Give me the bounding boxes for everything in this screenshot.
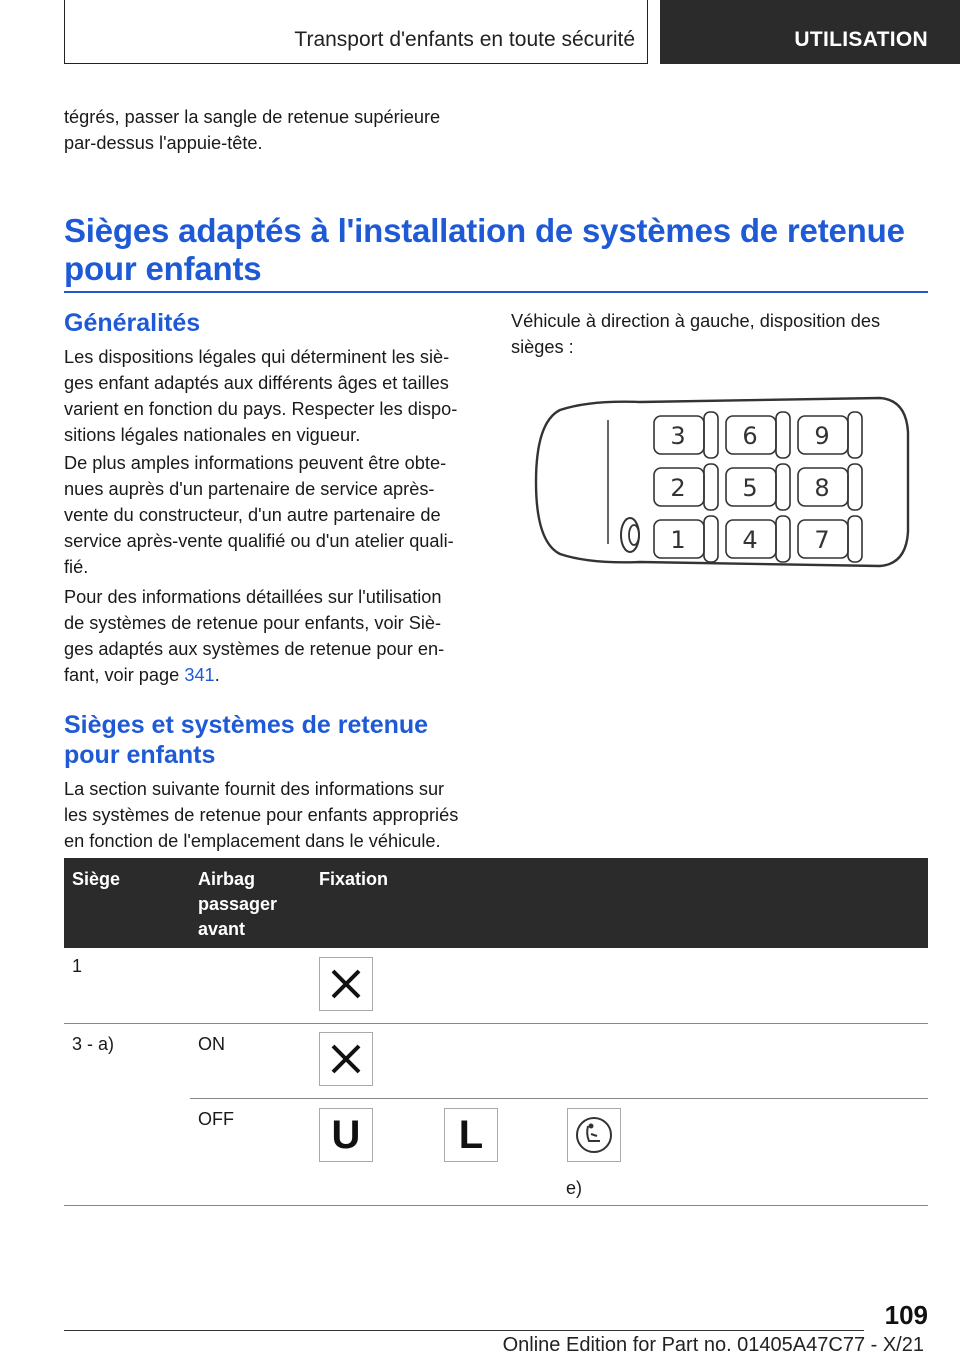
seat-6-back [776,412,790,458]
column-header-seat: Siège [72,869,121,889]
main-title [64,212,924,288]
steering-wheel-hub [629,525,639,545]
header-line: avant [198,919,246,939]
seat-8-back [848,464,862,510]
table-row-divider [64,1023,928,1024]
seat-2-back [704,464,718,510]
header-line: Airbag [198,869,256,889]
row3-airbag: OFF [198,1109,234,1129]
sieges-paragraph [64,776,484,854]
cross-icon [329,967,363,1001]
text-line: service après-vente qualifié ou d'un atelier quali- [64,531,454,551]
text-line: ges adaptés aux systèmes de retenue pour en- [64,639,445,659]
generalites-paragraph-3 [64,584,484,688]
main-title-line: pour enfants [64,250,262,287]
text-line: les systèmes de retenue pour enfants appropriés [64,805,459,825]
caption-line: sièges : [511,337,574,357]
seat-label: 2 [670,474,686,502]
text-line: Les dispositions légales qui déterminent les siè- [64,347,450,367]
text-line: fié. [64,557,89,577]
generalites-paragraph-1 [64,344,484,448]
table-bottom-line [64,1205,928,1206]
text-line: de systèmes de retenue pour enfants, voir Siè- [64,613,442,633]
seat-label: 5 [742,474,758,502]
text-fragment: fant, voir page [64,665,185,685]
intro-line: tégrés, passer la sangle de retenue supérieure [64,107,441,127]
header-section-title: Transport d'enfants en toute sécurité [294,28,635,51]
header-chapter-box [660,0,960,64]
seat-label: 6 [742,422,758,450]
text-fragment: . [214,665,220,685]
text-line: De plus amples informations peuvent être obte- [64,453,447,473]
isofix-seat-icon [573,1114,615,1156]
row2-seat: 3 - a) [72,1034,115,1054]
seat-label: 3 [670,422,686,450]
intro-line: par-dessus l'appuie-tête. [64,133,263,153]
not-permitted-icon [319,957,373,1011]
table-subrow-divider [190,1098,928,1099]
seat-1-back [704,516,718,562]
sieges-heading-line: Sièges et systèmes de retenue [64,711,429,739]
caption-line: Véhicule à direction à gauche, disposition des [511,311,881,331]
sieges-heading-line: pour enfants [64,741,216,769]
text-line: Pour des informations détaillées sur l'utilisation [64,587,442,607]
text-line: sitions légales nationales en vigueur. [64,425,361,445]
header-section-box [64,0,648,64]
seat-label: 1 [670,526,686,554]
sieges-heading [64,710,484,770]
vehicle-seating-diagram [530,392,912,572]
intro-paragraph [64,104,484,156]
universal-u-icon [319,1108,373,1162]
seat-label: 7 [814,526,830,554]
row2-airbag: ON [198,1034,225,1054]
seat-label: 8 [814,474,830,502]
car-outline [536,398,908,566]
seat-grid [654,412,862,562]
text-line: varient en fonction du pays. Respecter les dispo- [64,399,458,419]
column-header-fixation: Fixation [319,869,389,889]
header-line: passager [198,894,278,914]
table-header [64,858,928,948]
seat-3-back [704,412,718,458]
footer-rule [64,1330,864,1331]
not-permitted-icon [319,1032,373,1086]
seat-7-back [848,516,862,562]
row3-footnote: e) [566,1178,583,1198]
diagram-caption [511,308,931,360]
child-seat-icon [567,1108,621,1162]
text-line: nues auprès d'un partenaire de service après- [64,479,435,499]
cross-icon [329,1042,363,1076]
text-line: en fonction de l'emplacement dans le véhicule. [64,831,441,851]
icon-letter: U [331,1113,361,1157]
title-rule [64,291,928,293]
generalites-heading: Généralités [64,309,201,337]
seat-9-back [848,412,862,458]
text-line: La section suivante fournit des informations sur [64,779,445,799]
text-line: ges enfant adaptés aux différents âges et tailles [64,373,449,393]
row1-seat: 1 [72,956,83,976]
main-title-line: Sièges adaptés à l'installation de systèmes de retenue [64,212,905,249]
header-chapter-title: UTILISATION [794,28,928,51]
semi-universal-l-icon [444,1108,498,1162]
text-line [64,662,484,688]
generalites-paragraph-2 [64,450,484,580]
seat-4-back [776,516,790,562]
icon-letter: L [458,1113,484,1157]
page-number: 109 [884,1300,928,1330]
seat-5-back [776,464,790,510]
column-header-airbag [198,867,277,942]
steering-wheel-icon [621,518,639,552]
text-line: vente du constructeur, d'un autre partenaire de [64,505,441,525]
footer-edition: Online Edition for Part no. 01405A47C77 - X/21 [502,1334,924,1356]
seat-label: 9 [814,422,830,450]
page-341-link[interactable]: 341 [184,665,215,685]
seat-label: 4 [742,526,758,554]
